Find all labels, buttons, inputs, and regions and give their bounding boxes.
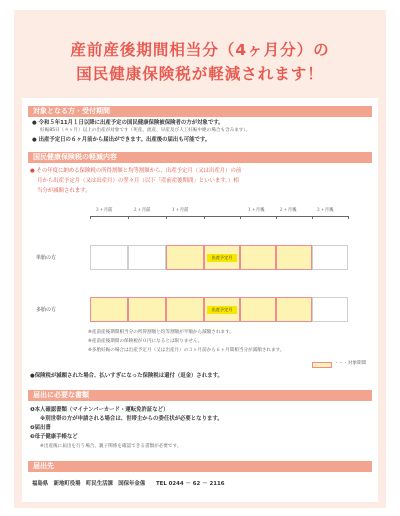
timeline-label-2: ２ヶ月前 (133, 208, 151, 213)
timeline-label-4: １ヶ月後 (247, 208, 265, 213)
timeline-tick (90, 216, 91, 219)
timeline-tick (166, 216, 167, 219)
target-bullet-1: ● 令和５年11月１日以降に出産予定の国民健康保険被保険者の方が対象です。 (32, 120, 224, 126)
timeline-cell-covered (276, 297, 312, 322)
timeline-cell (90, 245, 128, 270)
timeline-tick (128, 216, 129, 219)
timeline-cell (312, 297, 348, 322)
timeline-cell-covered (276, 245, 312, 270)
content-sheet (22, 98, 378, 502)
timeline-cell (128, 245, 166, 270)
due-month-single: 出産予定月 (207, 254, 237, 262)
title-line-2: 国民健康保険税が軽減されます！ (76, 65, 324, 83)
timeline-tick (204, 216, 205, 219)
note-1: ※産前産後期間相当分の所得割額と均等割額が半額から減額されます。 (88, 330, 234, 335)
section-heading-contact: 届出先 (28, 461, 372, 472)
row-label-multiple: 多胎の方 (36, 307, 57, 313)
timeline-cell-covered (128, 297, 166, 322)
target-bullet-2-text: 出産予定日の６ヶ月前から届出ができます。出産後の届出も可能です。 (38, 137, 211, 143)
legend-label: ・・・対象期間 (334, 361, 367, 366)
target-bullet-1-text: 令和５年11月１日以降に出産予定の国民健康保険被保険者の方が対象です。 (38, 120, 224, 126)
content-lead-line-3: 当分が減額されます。 (37, 188, 91, 194)
timeline-label-1: ３ヶ月前 (95, 208, 113, 213)
timeline-cell-covered (240, 245, 276, 270)
timeline-cell-covered (166, 245, 204, 270)
timeline-cell-covered (240, 297, 276, 322)
due-month-multiple: 出産予定月 (207, 306, 237, 314)
note-3: ※多胎妊娠の場合は出産予定月（又は出産月）の３ヶ月前から６ヶ月間相当分が減額されます。 (88, 348, 285, 353)
timeline-cell-covered (166, 297, 204, 322)
refund-note: ●保険税が減額された場合、払いすぎになった保険税は還付（返金）されます。 (30, 373, 223, 379)
timeline-label-6: ３ヶ月後 (316, 208, 334, 213)
doc-item-3-note: ※出産後に届出を行う場合、親子関係を確認できる書類が必要です。 (40, 444, 182, 449)
timeline-label-3: １ヶ月前 (171, 208, 189, 213)
content-lead-text-1: その年度に納める保険税の所得割額と均等割額から、出産予定月（又は出産月）の前 (36, 168, 242, 174)
flyer-frame (14, 10, 386, 508)
row-label-single: 単胎の方 (36, 255, 57, 261)
note-2: ※産前産後期間の保険税が０円になるとは限りません。 (88, 339, 203, 344)
target-bullet-2: ● 出産予定日の６ヶ月前から届出ができます。出産後の届出も可能です。 (32, 137, 211, 143)
timeline-label-5: ２ヶ月後 (279, 208, 297, 213)
timeline-cell (312, 245, 348, 270)
title-line-1: 産前産後期間相当分（4ヶ月分）の (70, 41, 330, 59)
content-lead-line-1: ● その年度に納める保険税の所得割額と均等割額から、出産予定月（又は出産月）の前 (30, 168, 242, 174)
contact-info: 福島県 新地町役場 町民生活課 国保年金係 TEL 0244 － 62 － 2116 (32, 481, 225, 487)
content-lead-line-2: 月から出産予定月（又は出産月）の翌々月（以下「産前産後期間」といいます。）相 (37, 178, 239, 184)
doc-item-1-note: ※別世帯の方が申請される場合は、世帯主からの委任状が必要となります。 (40, 416, 223, 422)
target-bullet-1-note: 妊娠85日（４ヶ月）以上の出産が対象です（死産、流産、早産及び人工妊娠中絶の場合も含みます）。 (40, 128, 251, 133)
section-heading-target: 対象となる方・受付期間 (28, 106, 372, 117)
timeline-tick (276, 216, 277, 219)
section-heading-content: 国民健康保険税の軽減内容 (28, 152, 372, 163)
timeline-tick (240, 216, 241, 219)
timeline-cell-covered (90, 297, 128, 322)
doc-item-2: ❷届出書 (30, 425, 51, 431)
doc-item-3: ❸母子健康手帳など (30, 434, 78, 440)
legend-swatch (312, 362, 332, 368)
section-heading-documents: 届出に必要な書類 (28, 390, 372, 401)
doc-item-1: ❶本人確認書類（マイナンバーカード・運転免許証など） (30, 407, 169, 413)
timeline-tick (312, 216, 313, 219)
timeline-tick (348, 216, 349, 219)
